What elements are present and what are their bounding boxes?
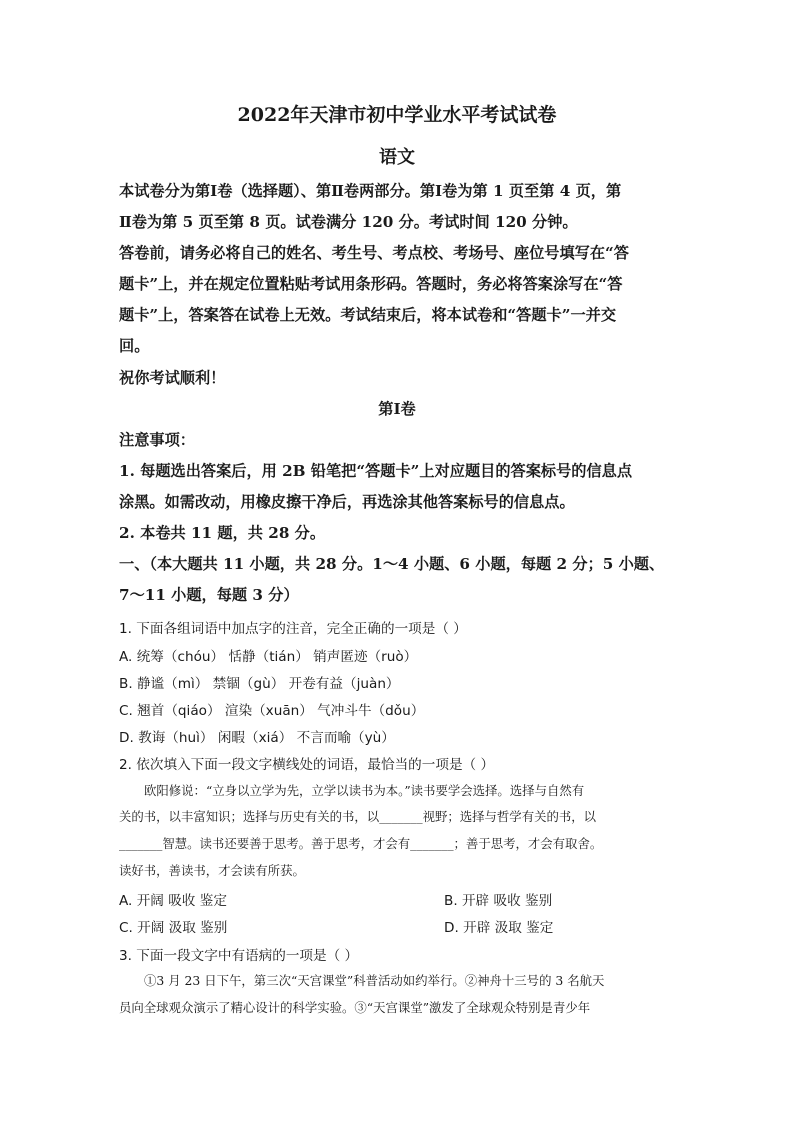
intro-line: 题卡”上，答案答在试卷上无效。考试结束后，将本试卷和“答题卡”一并交 [119, 306, 617, 324]
page-subtitle: 语文 [379, 147, 415, 168]
intro-line: 本试卷分为第Ⅰ卷（选择题）、第Ⅱ卷两部分。第Ⅰ卷为第 1 页至第 4 页，第 [119, 182, 622, 200]
notes-line: 2. 本卷共 11 题，共 28 分。 [119, 524, 326, 542]
intro-line: Ⅱ卷为第 5 页至第 8 页。试卷满分 120 分。考试时间 120 分钟。 [119, 213, 578, 231]
section-heading: 第Ⅰ卷 [378, 400, 416, 418]
notes-heading: 注意事项： [119, 431, 195, 449]
question-1-option-d: D. 教诲（huì） 闲暇（xiá） 不言而喻（yù） [119, 730, 395, 746]
notes-line: 1. 每题选出答案后，用 2B 铅笔把“答题卡”上对应题目的答案标号的信息点 [119, 462, 633, 480]
good-luck-line: 祝你考试顺利！ [119, 369, 226, 387]
question-1-stem: 1. 下面各组词语中加点字的注音，完全正确的一项是（ ） [119, 621, 467, 637]
question-1-option-c: C. 翘首（qiáo） 渲染（xuān） 气冲斗牛（dǒu） [119, 703, 425, 719]
question-2-passage-line: _______智慧。读书还要善于思考。善于思考，才会有_______；善于思考，才会有取舍。 [119, 836, 603, 851]
question-2-stem: 2. 依次填入下面一段文字横线处的词语，最恰当的一项是（ ） [119, 757, 495, 773]
question-3-passage-line: 员向全球观众演示了精心设计的科学实验。③“天宫课堂”激发了全球观众特别是青少年 [119, 1000, 591, 1015]
intro-line: 题卡”上，并在规定位置粘贴考试用条形码。答题时，务必将答案涂写在“答 [119, 275, 623, 293]
question-2-passage-line: 关的书，以丰富知识；选择与历史有关的书，以_______视野；选择与哲学有关的书，以 [119, 809, 597, 824]
intro-line: 答卷前，请务必将自己的姓名、考生号、考点校、考场号、座位号填写在“答 [119, 244, 629, 262]
notes-line: 涂黑。如需改动，用橡皮擦干净后，再选涂其他答案标号的信息点。 [119, 493, 575, 511]
question-2-passage-line: 读好书，善读书，才会读有所获。 [119, 863, 305, 878]
question-3-stem: 3. 下面一段文字中有语病的一项是（ ） [119, 948, 359, 964]
page-title: 2022年天津市初中学业水平考试试卷 [237, 104, 557, 126]
part-heading: 一、（本大题共 11 小题，共 28 分。1～4 小题、6 小题，每题 2 分；5 小题、 [119, 555, 665, 573]
intro-line: 回。 [119, 337, 150, 355]
question-2-option-c: C. 开阔 汲取 鉴别 [119, 920, 228, 936]
part-heading: 7～11 小题，每题 3 分） [119, 586, 299, 604]
question-1-option-a: A. 统筹（chóu） 恬静（tián） 销声匿迹（ruò） [119, 649, 418, 665]
question-2-passage-line: 欧阳修说：“立身以立学为先，立学以读书为本。”读书要学会选择。选择与自然有 [144, 783, 585, 798]
question-2-option-d: D. 开辟 汲取 鉴定 [444, 920, 554, 936]
question-3-passage-line: ①3 月 23 日下午，第三次“天宫课堂”科普活动如约举行。②神舟十三号的 3 名航天 [144, 973, 605, 988]
question-1-option-b: B. 静谧（mì） 禁锢（gù） 开卷有益（juàn） [119, 676, 400, 692]
question-2-option-b: B. 开辟 吸收 鉴别 [444, 893, 553, 909]
question-2-option-a: A. 开阔 吸收 鉴定 [119, 893, 227, 909]
